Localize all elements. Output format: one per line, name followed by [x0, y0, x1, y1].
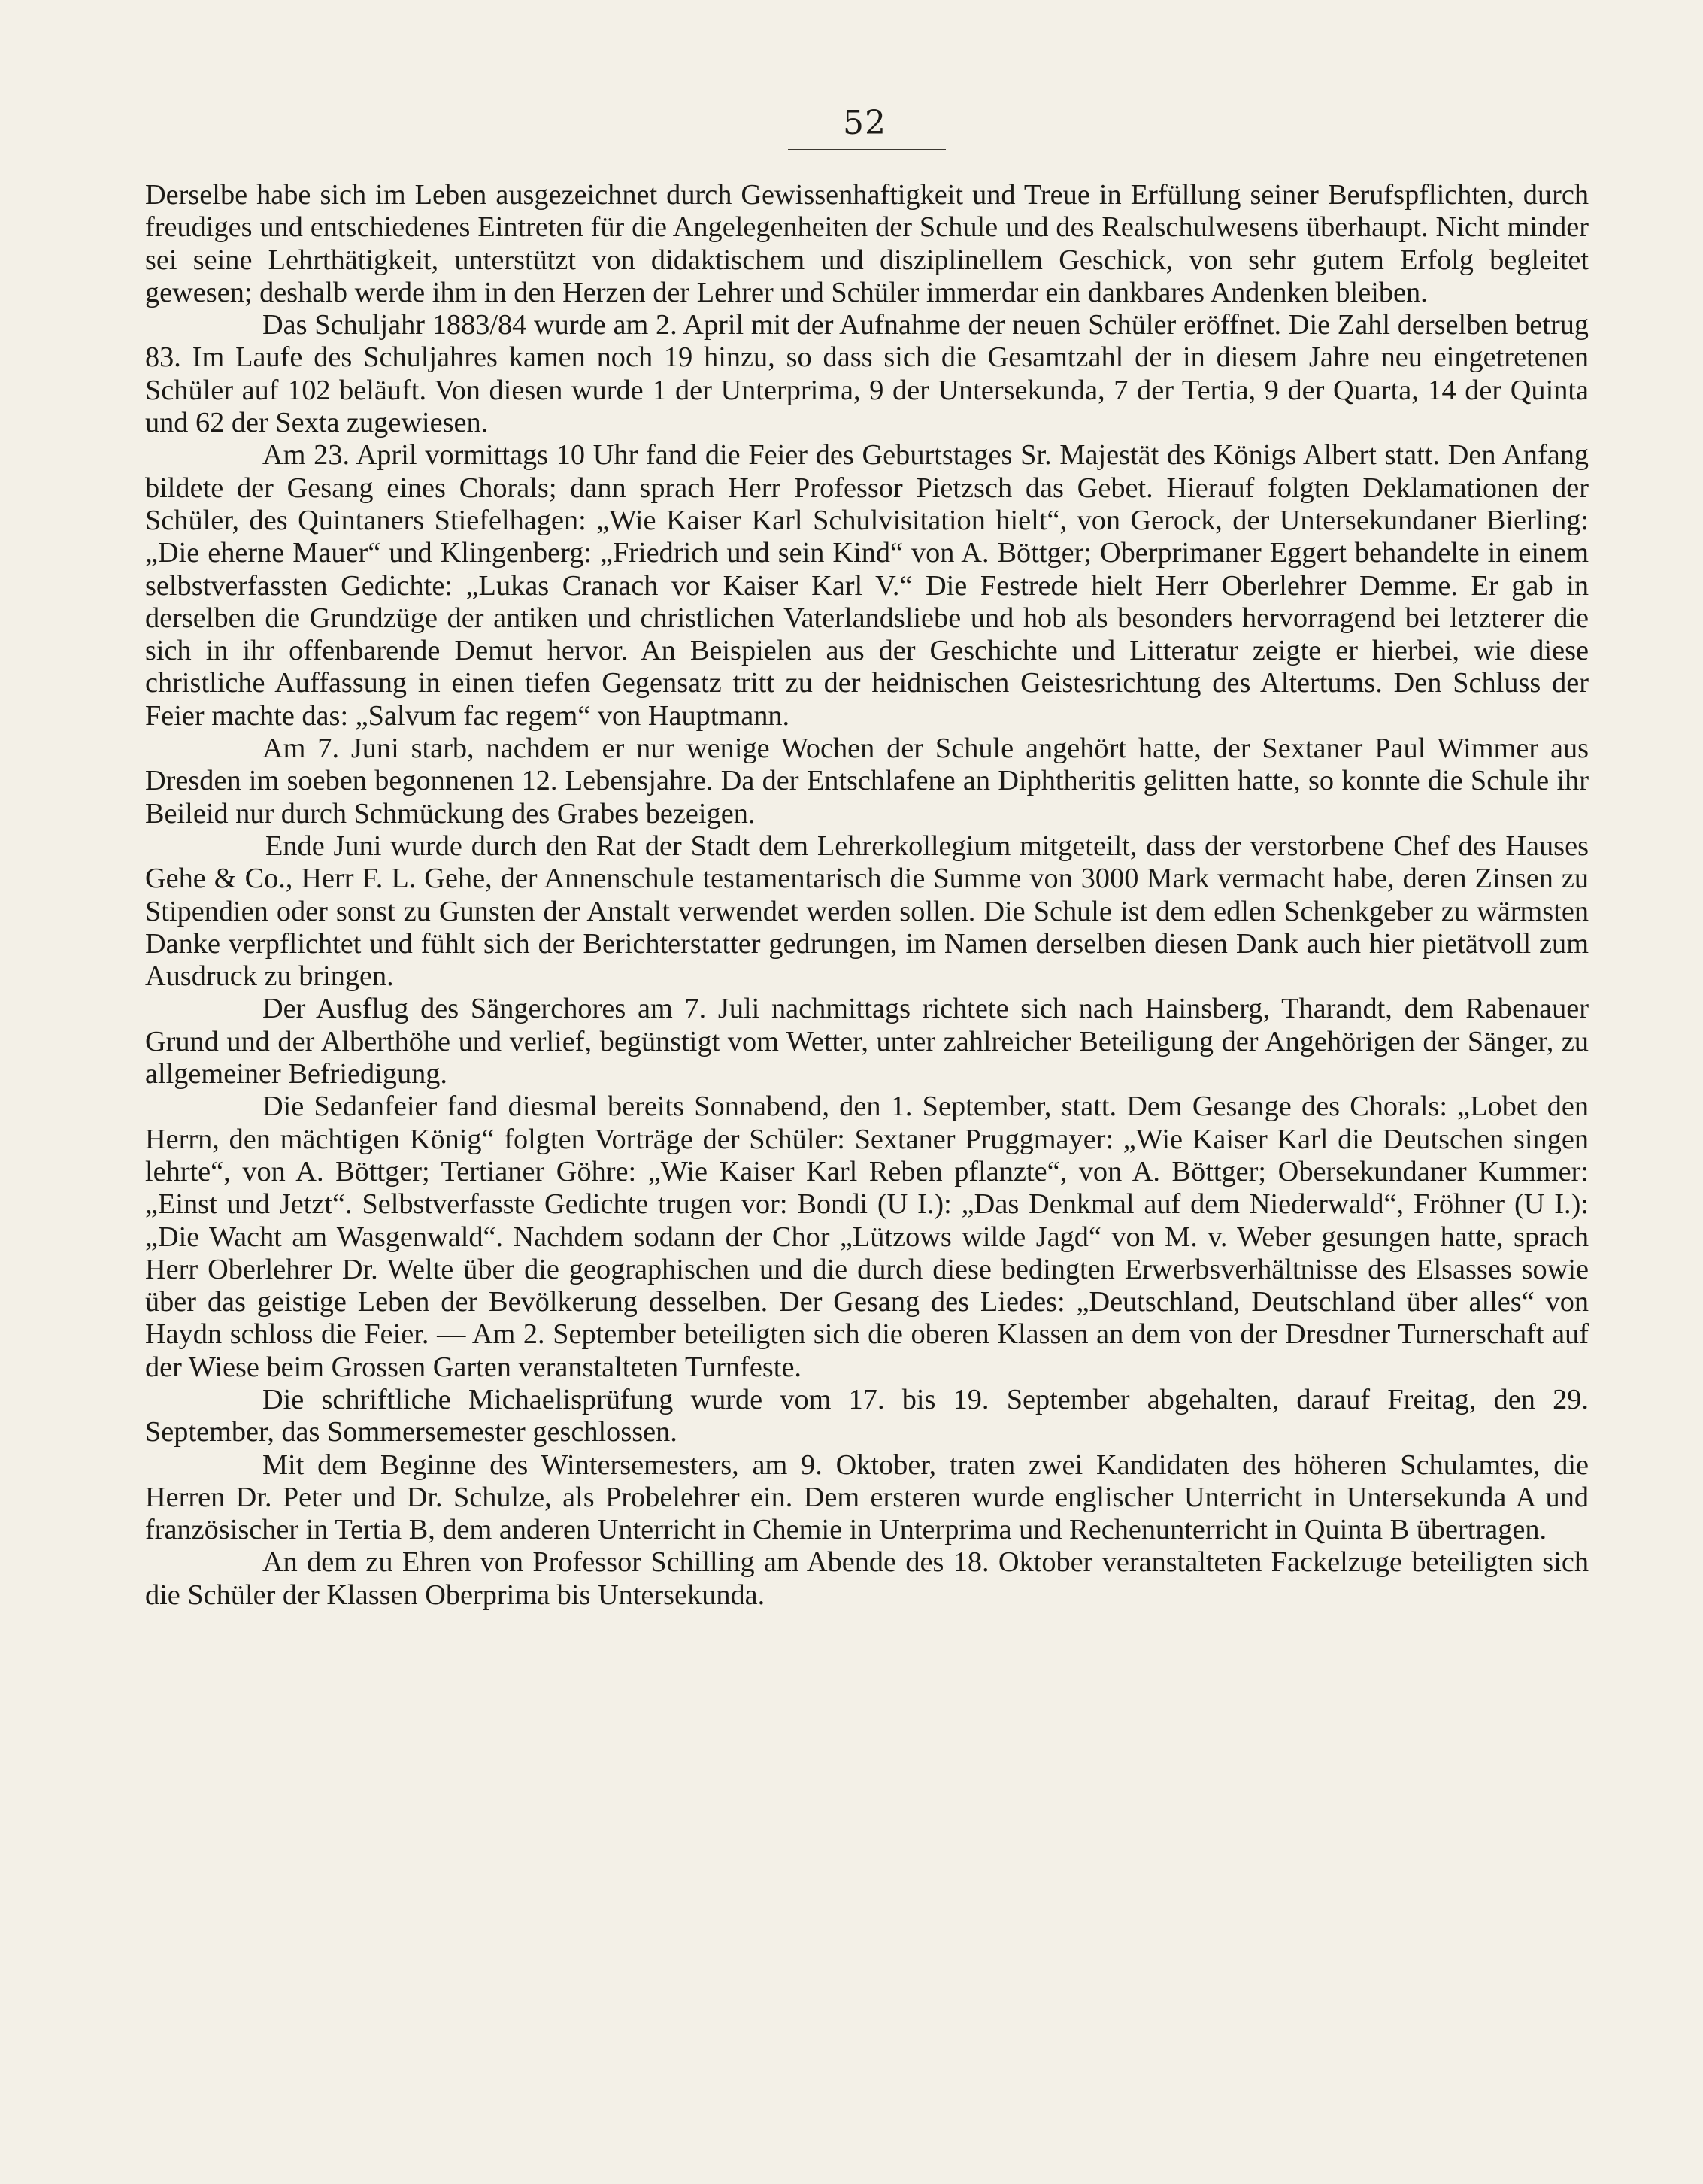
paragraph-3: Am 23. April vormittags 10 Uhr fand die Feier des Geburtstages Sr. Majestät des Königs Albert statt. Den Anfang bildete der Gesang eines Chorals; dann sprach Herr Professor Pietzsch das Gebet. Hierauf folgten Deklamationen der Schüler, des Quintaners Stiefelhagen: „Wie Kaiser Karl Schulvisitation hielt“, von Gerock, der Untersekundaner Bierling: „Die eherne Mauer“ und Klingenberg: „Friedrich und sein Kind“ von A. Böttger; Oberprimaner Eggert behandelte in einem selbstverfassten Gedichte: „Lukas Cranach vor Kaiser Karl V.“ Die Festrede hielt Herr Oberlehrer Demme. Er gab in derselben die Grundzüge der antiken und christlichen Vaterlandsliebe und hob als besonders hervorragend bei letzterer die sich in ihr offenbarende Demut hervor. An Beispielen aus der Geschichte und Litteratur zeigte er hierbei, wie diese christliche Auffassung in einen tiefen Gegensatz tritt zu der heidnischen Geistesrichtung des Altertums. Den Schluss der Feier machte das: „Salvum fac regem“ von Hauptmann. [145, 439, 1589, 732]
paragraph-5: Ende Juni wurde durch den Rat der Stadt dem Lehrerkollegium mitgeteilt, dass der verstorbene Chef des Hauses Gehe & Co., Herr F. L. Gehe, der Annenschule testamentarisch die Summe von 3000 Mark vermacht habe, deren Zinsen zu Stipendien oder sonst zu Gunsten der Anstalt verwendet werden sollen. Die Schule ist dem edlen Schenkgeber zu wärmsten Danke verpflichtet und fühlt sich der Berichterstatter gedrungen, im Namen derselben diesen Dank auch hier pietätvoll zum Ausdruck zu bringen. [145, 830, 1589, 993]
paragraph-8: Die schriftliche Michaelisprüfung wurde vom 17. bis 19. September abgehalten, darauf Freitag, den 29. September, das Sommersemester geschlossen. [145, 1383, 1589, 1448]
paragraph-9: Mit dem Beginne des Wintersemesters, am 9. Oktober, traten zwei Kandidaten des höheren Schulamtes, die Herren Dr. Peter und Dr. Schulze, als Probelehrer ein. Dem ersteren wurde englischer Unterricht in Untersekunda A und französischer in Tertia B, dem anderen Unterricht in Chemie in Unterprima und Rechenunterricht in Quinta B übertragen. [145, 1448, 1589, 1546]
page-number: 52 [843, 104, 886, 142]
paragraph-6: Der Ausflug des Sängerchores am 7. Juli nachmittags richtete sich nach Hainsberg, Tharandt, dem Rabenauer Grund und der Alberthöhe und verlief, begünstigt vom Wetter, unter zahlreicher Beteiligung der Angehörigen der Sänger, zu allgemeiner Befriedigung. [145, 993, 1589, 1090]
page-number-rule [788, 149, 946, 150]
paragraph-10: An dem zu Ehren von Professor Schilling am Abende des 18. Oktober veranstalteten Fackelzuge beteiligten sich die Schüler der Klassen Oberprima bis Untersekunda. [145, 1546, 1589, 1611]
paragraph-7: Die Sedanfeier fand diesmal bereits Sonnabend, den 1. September, statt. Dem Gesange des Chorals: „Lobet den Herrn, den mächtigen König“ folgten Vorträge der Schüler: Sextaner Pruggmayer: „Wie Kaiser Karl die Deutschen singen lehrte“, von A. Böttger; Tertianer Göhre: „Wie Kaiser Karl Reben pflanzte“, von A. Böttger; Obersekundaner Kummer: „Einst und Jetzt“. Selbstverfasste Gedichte trugen vor: Bondi (U I.): „Das Denkmal auf dem Niederwald“, Fröhner (U I.): „Die Wacht am Wasgenwald“. Nachdem sodann der Chor „Lützows wilde Jagd“ von M. v. Weber gesungen hatte, sprach Herr Oberlehrer Dr. Welte über die geographischen und die durch diese bedingten Erwerbsverhältnisse des Elsasses sowie über das geistige Leben der Bevölkerung desselben. Der Gesang des Liedes: „Deutschland, Deutschland über alles“ von Haydn schloss die Feier. — Am 2. September beteiligten sich die oberen Klassen an dem von der Dresdner Turnerschaft auf der Wiese beim Grossen Garten veranstalteten Turnfeste. [145, 1090, 1589, 1383]
paragraph-1: Derselbe habe sich im Leben ausgezeichnet durch Gewissenhaftigkeit und Treue in Erfüllung seiner Berufspflichten, durch freudiges und entschiedenes Eintreten für die Angelegenheiten der Schule und des Realschulwesens überhaupt. Nicht minder sei seine Lehrthätigkeit, unterstützt von didaktischem und disziplinellem Geschick, von sehr gutem Erfolg begleitet gewesen; deshalb werde ihm in den Herzen der Lehrer und Schüler immerdar ein dankbares Andenken bleiben. [145, 179, 1589, 308]
paragraph-2: Das Schuljahr 1883/84 wurde am 2. April mit der Aufnahme der neuen Schüler eröffnet. Die Zahl derselben betrug 83. Im Laufe des Schuljahres kamen noch 19 hinzu, so dass sich die Gesamtzahl der in diesem Jahre neu eingetretenen Schüler auf 102 beläuft. Von diesen wurde 1 der Unterprima, 9 der Untersekunda, 7 der Tertia, 9 der Quarta, 14 der Quinta und 62 der Sexta zugewiesen. [145, 309, 1589, 439]
body-text [145, 179, 1589, 1612]
paragraph-4: Am 7. Juni starb, nachdem er nur wenige Wochen der Schule angehört hatte, der Sextaner Paul Wimmer aus Dresden im soeben begonnenen 12. Lebensjahre. Da der Entschlafene an Diphtheritis gelitten hatte, so konnte die Schule ihr Beileid nur durch Schmückung des Grabes bezeigen. [145, 733, 1589, 830]
